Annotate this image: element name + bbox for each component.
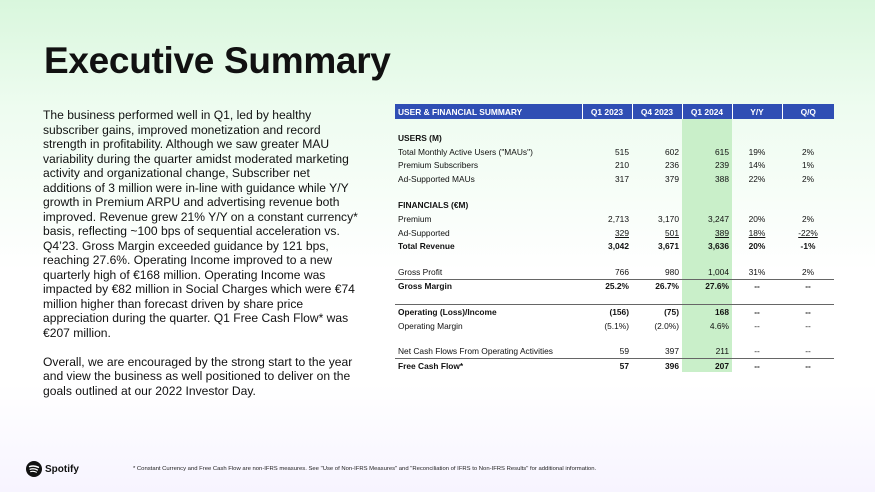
cell: 3,247 (682, 212, 732, 226)
cell: -- (754, 346, 760, 357)
row-label: Ad-Supported (398, 227, 450, 238)
cell: 19% (748, 146, 766, 157)
row-label: Operating Margin (398, 320, 463, 331)
cell: 239 (682, 159, 732, 173)
cell: 18% (748, 227, 766, 238)
section-users (395, 131, 834, 145)
spotify-icon (26, 461, 42, 477)
table-row (395, 172, 834, 186)
spacer-row (395, 186, 834, 198)
table-row-total-revenue (395, 240, 834, 254)
cell: 3,042 (608, 241, 629, 252)
cell: -- (805, 320, 811, 331)
cell: -- (732, 279, 782, 293)
summary-paragraph-1: The business performed well in Q1, led by healthy subscriber gains, improved monetization and record strength in profitability. Although we saw greater MAU variability during the quarter amidst moderated marketing activity and organizational change, Subscriber net additions of 3 million were in-line with guidance while Y/Y growth in Premium ARPU and advertising revenue both improved. Revenue grew 21% Y/Y on a constant currency* basis, reflecting ~100 bps of sequential acceleration vs. Q4’23. Gross Margin exceeded guidance by 121 bps, reaching 27.6%. Operating Income improved to a new quarterly high of €168 million. Operating Income was impacted by €82 million in Social Charges which were €74 million higher than forecast driven by share price appreciation during the quarter. Q1 Free Cash Flow* was €207 million. (43, 108, 358, 340)
table-row-free-cash-flow (395, 358, 834, 372)
summary-paragraph-2: Overall, we are encouraged by the strong start to the year and view the business as well positioned to deliver on the goals outlined at our 2022 Investor Day. (43, 354, 353, 398)
cell: 389 (715, 227, 729, 238)
cell: 22% (748, 174, 766, 185)
row-label: Premium Subscribers (398, 160, 479, 171)
cell: (75) (632, 305, 682, 319)
cell: 26.7% (632, 279, 682, 293)
cell: -22% (798, 227, 818, 238)
cell: 501 (665, 227, 679, 238)
row-label: Gross Profit (398, 267, 443, 278)
table-row (395, 345, 834, 359)
spacer-row (395, 293, 834, 305)
spacer-row (395, 119, 834, 131)
cell: 3,170 (658, 213, 679, 224)
cell: -- (782, 279, 834, 293)
cell: 20% (748, 213, 766, 224)
cell: -- (754, 320, 760, 331)
table-row (395, 145, 834, 159)
cell: 379 (665, 174, 679, 185)
cell: 388 (682, 172, 732, 186)
header-label: USER & FINANCIAL SUMMARY (395, 104, 582, 119)
cell: 329 (615, 227, 629, 238)
row-label: Premium (398, 213, 432, 224)
cell: 207 (682, 358, 732, 372)
cell: 2% (801, 174, 815, 185)
cell: (156) (582, 305, 632, 319)
cell: 14% (748, 160, 766, 171)
table-row (395, 159, 834, 173)
row-label: Operating (Loss)/Income (395, 305, 582, 319)
cell: 3,671 (658, 241, 679, 252)
cell: -- (732, 358, 782, 372)
cell: (2.0%) (654, 320, 679, 331)
cell: 615 (682, 145, 732, 159)
cell: 515 (615, 146, 629, 157)
cell: 236 (665, 160, 679, 171)
header-qq: Q/Q (782, 104, 834, 119)
cell: 210 (615, 160, 629, 171)
financial-summary-table (395, 104, 834, 372)
table-row (395, 319, 834, 333)
cell: 980 (665, 267, 679, 278)
header-yy: Y/Y (732, 104, 782, 119)
row-label: Gross Margin (395, 279, 582, 293)
table-row-operating-income (395, 305, 834, 319)
cell: (5.1%) (604, 320, 629, 331)
cell: 1% (801, 160, 815, 171)
header-q4-2023: Q4 2023 (632, 104, 682, 119)
row-label: Total Monthly Active Users ("MAUs") (398, 146, 533, 157)
cell: 4.6% (682, 319, 732, 333)
table-row (395, 265, 834, 279)
table-row-gross-margin (395, 279, 834, 293)
footnote: * Constant Currency and Free Cash Flow are non-IFRS measures. See "Use of Non-IFRS Measures" and "Reconciliation of IFRS to Non-IFRS Results" for additional information. (133, 466, 597, 472)
row-label: Ad-Supported MAUs (398, 174, 475, 185)
cell: -- (805, 346, 811, 357)
page-title: Executive Summary (44, 40, 391, 81)
cell: 602 (665, 146, 679, 157)
cell: 317 (615, 174, 629, 185)
cell: 31% (748, 267, 766, 278)
cell: 27.6% (682, 279, 732, 293)
cell: 2% (801, 213, 815, 224)
row-label: Free Cash Flow* (395, 358, 582, 372)
table-row (395, 226, 834, 240)
cell: 57 (582, 358, 632, 372)
summary-text (43, 108, 361, 413)
spacer-row (395, 253, 834, 265)
cell: 396 (632, 358, 682, 372)
cell: -- (732, 305, 782, 319)
spotify-logo (26, 461, 79, 477)
spacer-row (395, 333, 834, 345)
cell: 1,004 (682, 265, 732, 279)
section-label: USERS (M) (398, 132, 442, 143)
cell: -- (782, 358, 834, 372)
cell: 25.2% (582, 279, 632, 293)
cell: 766 (615, 267, 629, 278)
row-label: Net Cash Flows From Operating Activities (398, 346, 553, 357)
header-q1-2023: Q1 2023 (582, 104, 632, 119)
table-header-row (395, 104, 834, 119)
cell: 2,713 (608, 213, 629, 224)
cell: 20% (748, 241, 766, 252)
cell: 2% (801, 267, 815, 278)
cell: 3,636 (682, 240, 732, 254)
cell: 168 (682, 305, 732, 319)
cell: -- (782, 305, 834, 319)
cell: -1% (800, 241, 816, 252)
header-q1-2024: Q1 2024 (682, 104, 732, 119)
cell: 59 (619, 346, 629, 357)
logo-text: Spotify (45, 463, 79, 475)
section-financials (395, 198, 834, 212)
section-label: FINANCIALS (€M) (398, 200, 469, 211)
cell: 397 (665, 346, 679, 357)
cell: 211 (682, 345, 732, 359)
table-row (395, 212, 834, 226)
cell: 2% (801, 146, 815, 157)
row-label: Total Revenue (398, 241, 455, 252)
